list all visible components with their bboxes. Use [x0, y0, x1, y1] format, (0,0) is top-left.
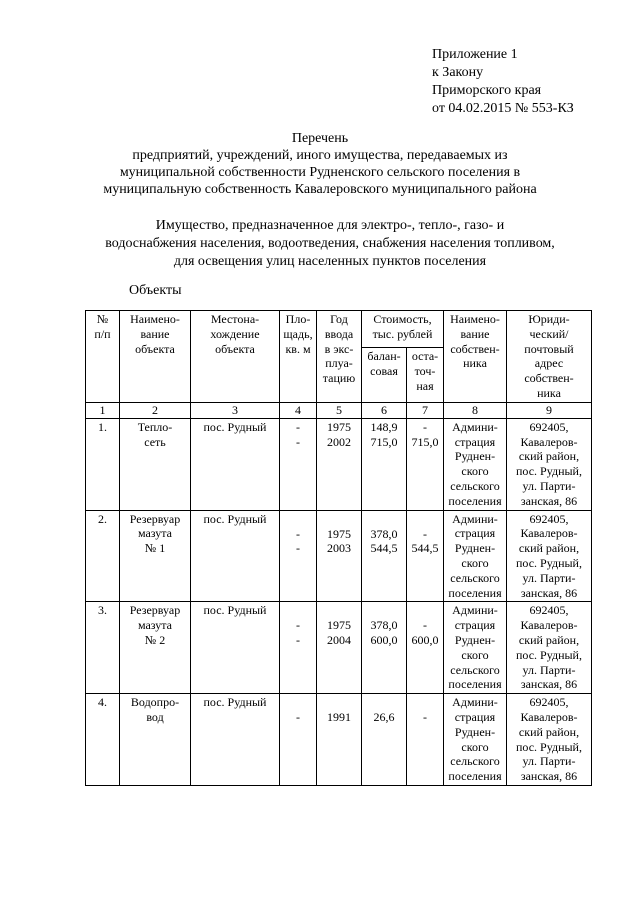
cell-address — [507, 510, 592, 602]
cell-owner — [444, 418, 507, 510]
column-number: 6 — [362, 402, 407, 418]
subtitle-line: для освещения улиц населенных пунктов поселения — [173, 254, 487, 269]
cell-line: сельского — [450, 754, 500, 769]
cell-line: - — [296, 434, 300, 449]
appendix-block — [432, 46, 574, 118]
cell-line: № — [96, 312, 109, 326]
column-number: 9 — [507, 402, 592, 418]
cell-line: Админи- — [452, 603, 498, 618]
cell-line: адрес — [534, 356, 564, 371]
cell-line: 715,0 — [411, 434, 439, 449]
cell-line: - — [423, 710, 427, 725]
cell-area — [280, 602, 317, 694]
column-number: 5 — [317, 402, 362, 418]
cell-line: 378,0 — [370, 618, 398, 633]
objects-label: Объекты — [129, 283, 182, 298]
cell-line: страция — [454, 434, 496, 449]
cell-line: сельского — [450, 478, 500, 493]
column-number: 2 — [120, 402, 191, 418]
cell-location: пос. Рудный — [191, 418, 280, 510]
cell-line: ского — [461, 647, 489, 662]
cell-year — [317, 418, 362, 510]
cell-line: Водопро- — [130, 695, 180, 710]
cell-line: - — [296, 633, 300, 648]
cell-line: сельского — [450, 570, 500, 585]
cell-line: 1991 — [327, 710, 351, 725]
cell-line: щадь, — [283, 326, 313, 341]
cell-line: 2002 — [327, 434, 351, 449]
cell-line: Руднен- — [454, 541, 496, 556]
cell-line: ная — [416, 378, 434, 393]
cell-residual — [407, 418, 444, 510]
cell-line: - — [296, 618, 300, 633]
cell-line: Год — [330, 312, 348, 326]
cell-line: 544,5 — [411, 541, 439, 556]
cell-balance — [362, 418, 407, 510]
cell-line: Кавалеров- — [520, 709, 578, 724]
cell-residual — [407, 510, 444, 602]
cell-line: - — [296, 526, 300, 541]
title-line: муниципальную собственность Кавалеровского муниципального района — [103, 182, 537, 197]
cell-line: занская, 86 — [520, 677, 578, 692]
cell-line: страция — [454, 709, 496, 724]
cell-line: мазута — [137, 526, 173, 541]
cell-line: плуа- — [325, 356, 353, 371]
cell-line: пос. Рудный, — [516, 647, 582, 662]
cell-line: собствен- — [450, 341, 500, 356]
cell-num: 4. — [86, 694, 120, 786]
cell-line: в экс- — [324, 341, 354, 356]
property-table — [85, 310, 592, 786]
cell-line: сеть — [144, 434, 166, 449]
cell-line: вание — [460, 326, 490, 341]
title-line: муниципальной собственности Рудненского сельского поселения в — [119, 165, 521, 180]
cell-line: ского — [461, 464, 489, 479]
cell-line: оста- — [411, 349, 439, 364]
cell-line: 692405, — [529, 603, 569, 618]
cell-location: пос. Рудный — [191, 602, 280, 694]
cell-line: 692405, — [529, 419, 569, 434]
header-area — [280, 311, 317, 403]
cell-line: мазута — [137, 618, 173, 633]
table-row — [86, 510, 592, 602]
cell-line: собствен- — [524, 371, 574, 386]
cell-line: 600,0 — [370, 633, 398, 648]
document-subtitle — [80, 217, 580, 271]
cell-name — [120, 694, 191, 786]
cell-line: ский район, — [518, 724, 580, 739]
cell-line: почтовый — [524, 341, 574, 356]
cell-line: страция — [454, 526, 496, 541]
column-number: 1 — [86, 402, 120, 418]
cell-balance — [362, 510, 407, 602]
cell-line: Резервуар — [129, 511, 181, 526]
cell-line: Кавалеров- — [520, 526, 578, 541]
cell-line: кв. м — [285, 341, 311, 356]
cell-line: ский район, — [518, 632, 580, 647]
cell-line: Резервуар — [129, 603, 181, 618]
header-num — [86, 311, 120, 403]
column-numbers-row — [86, 402, 592, 418]
header-address — [507, 311, 592, 403]
table-row — [86, 418, 592, 510]
cell-num: 3. — [86, 602, 120, 694]
cell-line: 148,9 — [370, 419, 398, 434]
cell-line: ника — [537, 385, 561, 400]
cell-line: поселения — [448, 677, 502, 692]
cell-line: 600,0 — [411, 633, 439, 648]
cell-line: 715,0 — [370, 434, 398, 449]
cell-line: 26,6 — [373, 710, 395, 725]
cell-line: - — [423, 526, 427, 541]
cell-line: Админи- — [452, 419, 498, 434]
cell-line: страция — [454, 618, 496, 633]
header-name — [120, 311, 191, 403]
title-line: Перечень — [291, 131, 349, 146]
cell-num: 1. — [86, 418, 120, 510]
cell-line: ул. Парти- — [522, 662, 576, 677]
cell-line: п/п — [94, 326, 111, 341]
cell-year — [317, 694, 362, 786]
cell-line: - — [296, 541, 300, 556]
cell-line: точ- — [414, 364, 436, 379]
cell-owner — [444, 602, 507, 694]
cell-address — [507, 602, 592, 694]
header-residual — [407, 348, 444, 402]
appendix-line: Приморского края — [432, 83, 542, 98]
cell-line: Пло- — [285, 312, 311, 326]
cell-line: - — [423, 618, 427, 633]
table-row — [86, 694, 592, 786]
cell-area — [280, 510, 317, 602]
cell-line: ул. Парти- — [522, 754, 576, 769]
cell-line: тыс. рублей — [372, 326, 433, 341]
cell-line: ввода — [324, 326, 354, 341]
cell-line: 378,0 — [370, 526, 398, 541]
cell-area — [280, 694, 317, 786]
header-year — [317, 311, 362, 403]
cell-line: хождение — [210, 326, 260, 341]
cell-line: занская, 86 — [520, 769, 578, 784]
cell-line: Тепло- — [137, 419, 173, 434]
cell-line: тацию — [322, 371, 356, 386]
cell-line: 692405, — [529, 511, 569, 526]
document-title — [80, 130, 560, 198]
cell-num: 2. — [86, 510, 120, 602]
cell-line: балан- — [367, 349, 401, 364]
cell-line: Админи- — [452, 695, 498, 710]
cell-line: пос. Рудный, — [516, 464, 582, 479]
cell-line: сельского — [450, 662, 500, 677]
cell-area — [280, 418, 317, 510]
cell-line: № 1 — [144, 541, 166, 556]
cell-line: пос. Рудный, — [516, 739, 582, 754]
cell-line: Юриди- — [528, 312, 570, 326]
cell-line: 1975 — [327, 618, 351, 633]
header-owner — [444, 311, 507, 403]
cell-line: - — [423, 419, 427, 434]
cell-line: Наимено- — [130, 312, 180, 326]
cell-residual — [407, 694, 444, 786]
cell-line: Руднен- — [454, 724, 496, 739]
cell-line: Местона- — [210, 312, 260, 326]
cell-line: Стоимость, — [373, 312, 432, 326]
cell-location: пос. Рудный — [191, 694, 280, 786]
cell-line: пос. Рудный, — [516, 555, 582, 570]
cell-line: Наимено- — [450, 312, 500, 326]
header-cost — [362, 311, 444, 348]
cell-name — [120, 602, 191, 694]
column-number: 7 — [407, 402, 444, 418]
cell-line: объекта — [135, 341, 175, 356]
appendix-line: Приложение 1 — [432, 47, 518, 62]
column-number: 4 — [280, 402, 317, 418]
cell-balance — [362, 602, 407, 694]
cell-line: 2003 — [327, 541, 351, 556]
cell-line: Руднен- — [454, 632, 496, 647]
cell-line: занская, 86 — [520, 585, 578, 600]
cell-line: Кавалеров- — [520, 434, 578, 449]
cell-address — [507, 418, 592, 510]
header-row — [86, 311, 592, 348]
appendix-line: от 04.02.2015 № 553-КЗ — [432, 101, 574, 116]
cell-name — [120, 418, 191, 510]
cell-owner — [444, 510, 507, 602]
cell-line: занская, 86 — [520, 493, 578, 508]
cell-year — [317, 510, 362, 602]
cell-line: поселения — [448, 493, 502, 508]
cell-line: объекта — [215, 341, 255, 356]
subtitle-line: водоснабжения населения, водоотведения, снабжения населения топливом, — [105, 236, 555, 251]
cell-line: ул. Парти- — [522, 570, 576, 585]
cell-residual — [407, 602, 444, 694]
cell-line: - — [296, 710, 300, 725]
column-number: 8 — [444, 402, 507, 418]
cell-line: поселения — [448, 769, 502, 784]
cell-line: вание — [140, 326, 170, 341]
cell-line: 544,5 — [370, 541, 398, 556]
cell-location: пос. Рудный — [191, 510, 280, 602]
cell-line: ника — [463, 356, 487, 371]
table-body — [86, 311, 592, 786]
cell-line: ул. Парти- — [522, 478, 576, 493]
cell-line: Руднен- — [454, 449, 496, 464]
cell-name — [120, 510, 191, 602]
cell-line: ского — [461, 555, 489, 570]
header-balance — [362, 348, 407, 402]
cell-owner — [444, 694, 507, 786]
cell-line: ского — [461, 739, 489, 754]
cell-line: Кавалеров- — [520, 618, 578, 633]
subtitle-line: Имущество, предназначенное для электро-, тепло-, газо- и — [155, 218, 505, 233]
cell-line: 2004 — [327, 633, 351, 648]
cell-year — [317, 602, 362, 694]
cell-line: ский район, — [518, 541, 580, 556]
cell-line: поселения — [448, 585, 502, 600]
header-location — [191, 311, 280, 403]
cell-line: - — [296, 419, 300, 434]
cell-line: вод — [146, 709, 164, 724]
cell-line: ческий/ — [529, 326, 569, 341]
cell-line: ский район, — [518, 449, 580, 464]
title-line: предприятий, учреждений, иного имущества, передаваемых из — [132, 148, 508, 163]
table-row — [86, 602, 592, 694]
cell-line: 1975 — [327, 526, 351, 541]
cell-line: Админи- — [452, 511, 498, 526]
appendix-line: к Закону — [432, 65, 484, 80]
cell-balance — [362, 694, 407, 786]
cell-line: 692405, — [529, 695, 569, 710]
cell-line: 1975 — [327, 419, 351, 434]
cell-address — [507, 694, 592, 786]
column-number: 3 — [191, 402, 280, 418]
cell-line: № 2 — [144, 632, 166, 647]
cell-line: совая — [370, 364, 398, 379]
